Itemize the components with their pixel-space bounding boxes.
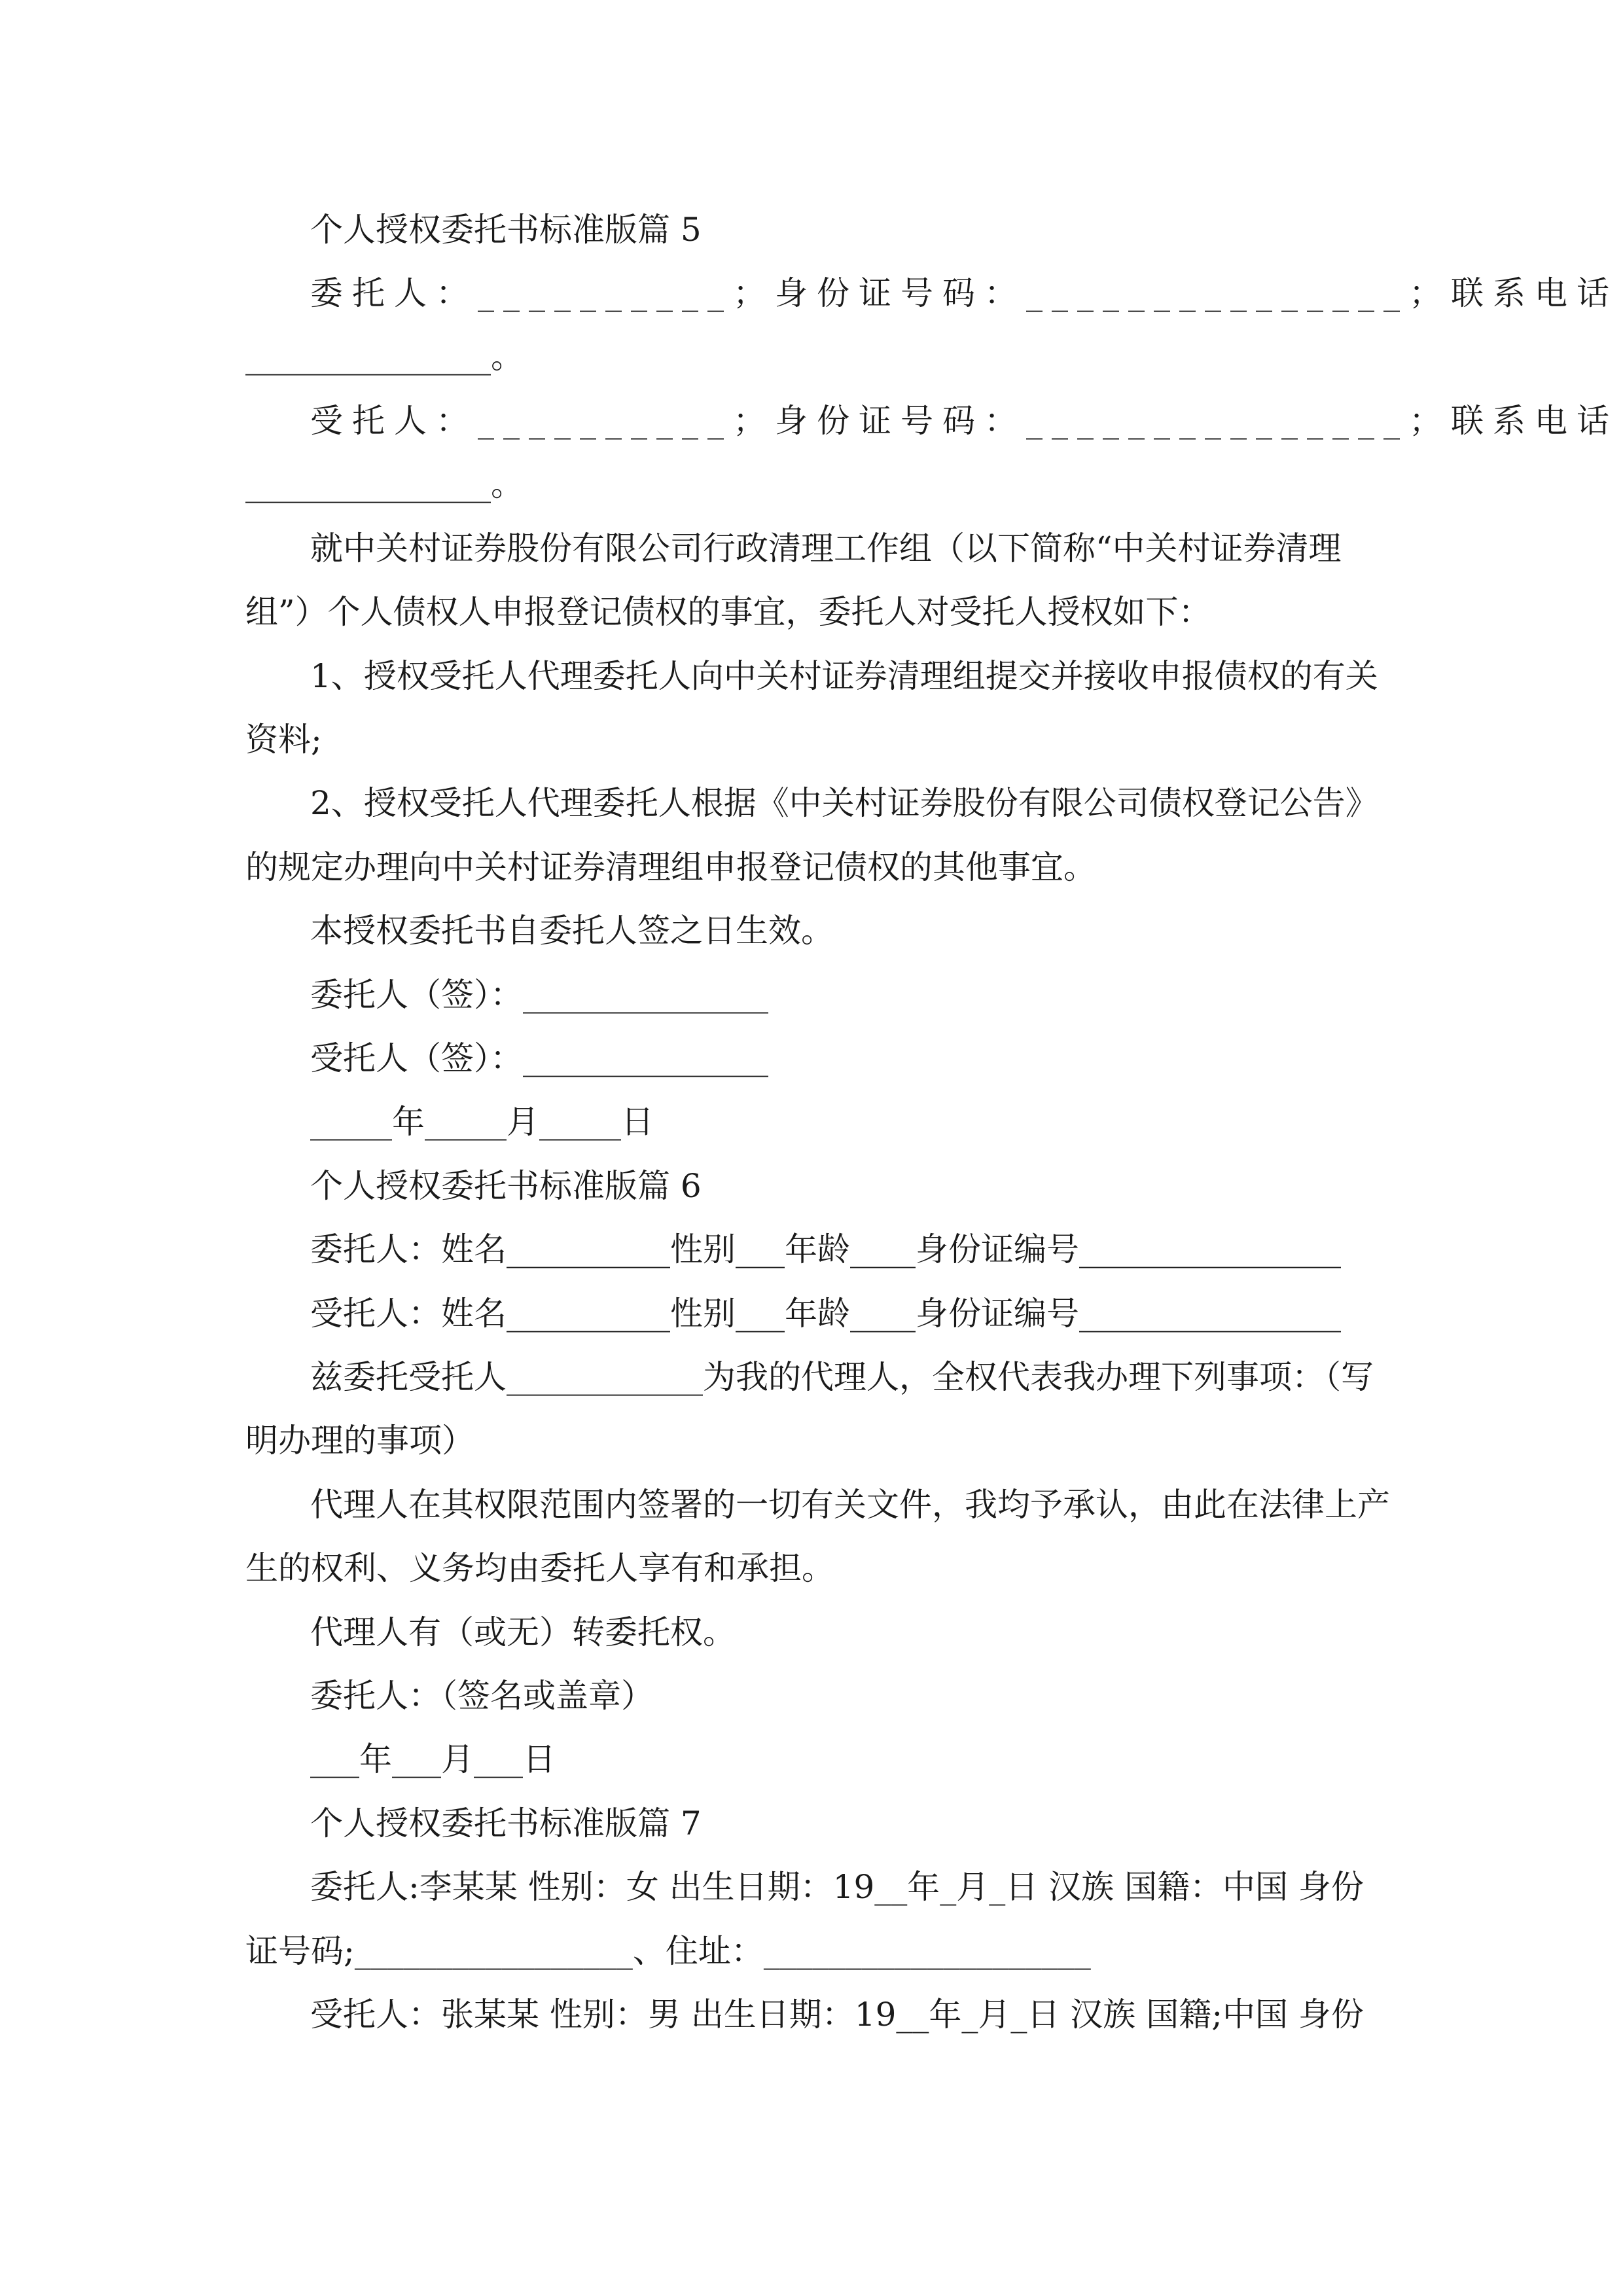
- heading-section-6: 个人授权委托书标准版篇 6: [310, 1167, 702, 1205]
- heading-section-7: 个人授权委托书标准版篇 7: [310, 1804, 702, 1842]
- principal-signature-line: 委托人（签）：_______________: [310, 976, 768, 1014]
- date-line: ___年___月___日: [310, 1740, 556, 1778]
- principal-info-line: 委托人：__________；身份证号码：_______________；联系电话: [310, 274, 1618, 312]
- paragraph-line: 的规定办理向中关村证券清理组申报登记债权的其他事宜。: [245, 848, 1096, 886]
- paragraph-line: 生的权利、义务均由委托人享有和承担。: [245, 1549, 834, 1587]
- paragraph-line: 1、授权受托人代理委托人向中关村证券清理组提交并接收申报债权的有关: [310, 657, 1378, 695]
- principal-signature-line: 委托人：（签名或盖章）: [310, 1677, 654, 1715]
- date-line: _____年_____月_____日: [310, 1103, 654, 1141]
- principal-phone-line: _______________。: [245, 338, 524, 376]
- paragraph-line: 资料;: [245, 721, 322, 759]
- heading-section-5: 个人授权委托书标准版篇 5: [310, 211, 702, 249]
- paragraph-line: 2、授权受托人代理委托人根据《中关村证券股份有限公司债权登记公告》: [310, 784, 1378, 822]
- principal-info-line: 委托人：姓名__________性别___年龄____身份证编号________________: [310, 1230, 1341, 1268]
- paragraph-line: 明办理的事项）: [245, 1422, 474, 1460]
- agent-info-line: 受托人：姓名__________性别___年龄____身份证编号________________: [310, 1295, 1341, 1333]
- principal-info-line: 委托人:李某某 性别：女 出生日期：19__年_月_日 汉族 国籍：中国 身份: [310, 1868, 1364, 1906]
- paragraph-line: 组”）个人债权人申报登记债权的事宜，委托人对受托人授权如下：: [245, 593, 1211, 631]
- paragraph-line: 就中关村证券股份有限公司行政清理工作组（以下简称“中关村证券清理: [310, 529, 1342, 567]
- agent-info-line: 受托人：张某某 性别：男 出生日期：19__年_月_日 汉族 国籍;中国 身份: [310, 1996, 1364, 2034]
- agent-signature-line: 受托人（签）：_______________: [310, 1039, 768, 1077]
- paragraph-line: 代理人有（或无）转委托权。: [310, 1613, 736, 1651]
- paragraph-line: 本授权委托书自委托人签之日生效。: [310, 912, 834, 950]
- principal-id-address-line: 证号码;_________________、住址：____________________: [245, 1932, 1091, 1970]
- agent-phone-line: _______________。: [245, 465, 524, 503]
- agent-info-line: 受托人：__________；身份证号码：_______________；联系电话: [310, 402, 1618, 440]
- paragraph-line: 兹委托受托人____________为我的代理人，全权代表我办理下列事项：（写: [310, 1358, 1374, 1396]
- paragraph-line: 代理人在其权限范围内签署的一切有关文件，我均予承认，由此在法律上产: [310, 1486, 1390, 1524]
